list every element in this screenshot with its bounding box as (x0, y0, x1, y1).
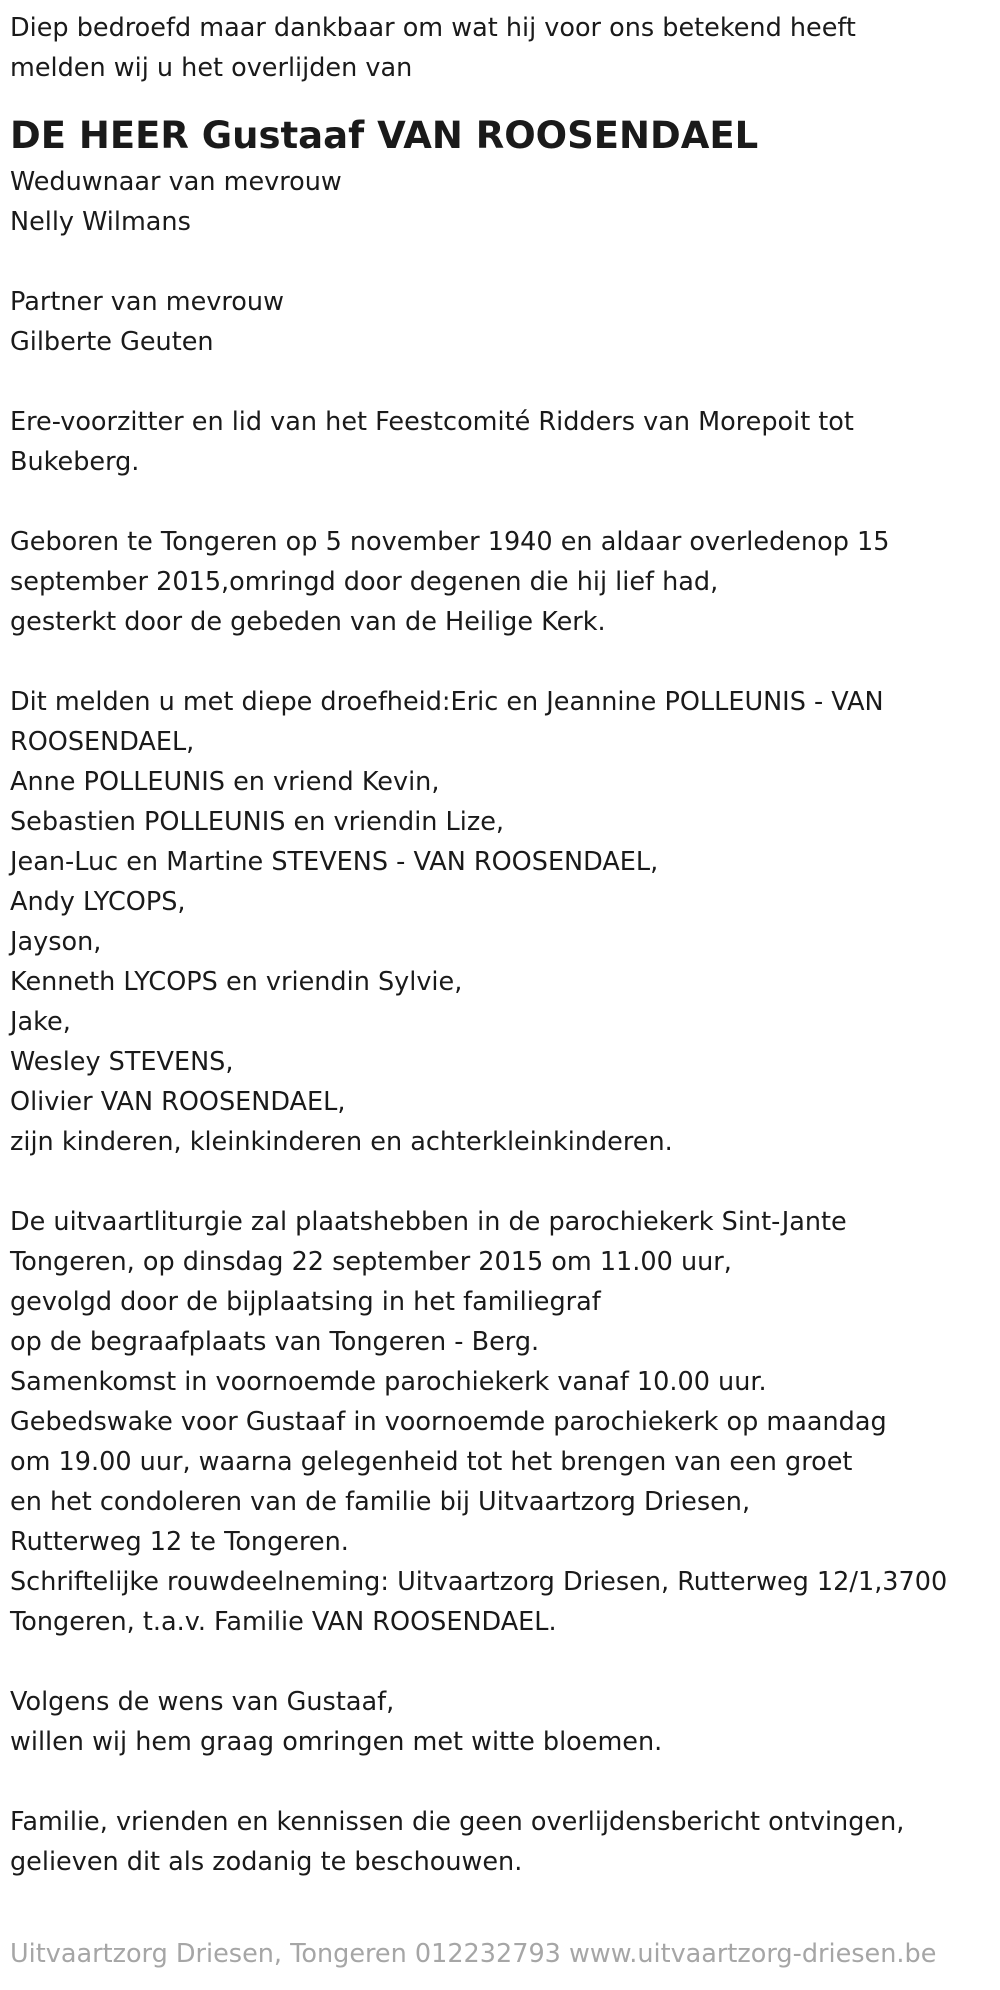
funeral-line: Gebedswake voor Gustaaf in voornoemde parochiekerk op maandag (10, 1407, 887, 1437)
notice-line: gelieven dit als zodanig te beschouwen. (10, 1847, 523, 1877)
family-line: Anne POLLEUNIS en vriend Kevin, (10, 767, 440, 797)
notice-block (10, 1802, 990, 1882)
funeral-line: Schriftelijke rouwdeelneming: Uitvaartzorg Driesen, Rutterweg 12/1,3700 (10, 1567, 948, 1597)
family-block (10, 682, 990, 1162)
birth-line: september 2015,omringd door degenen die hij lief had, (10, 567, 719, 597)
wish-block (10, 1682, 990, 1762)
widower-line: Nelly Wilmans (10, 207, 191, 237)
wish-line: willen wij hem graag omringen met witte bloemen. (10, 1727, 663, 1757)
family-line: zijn kinderen, kleinkinderen en achterkleinkinderen. (10, 1127, 673, 1157)
family-line: Jean-Luc en Martine STEVENS - VAN ROOSENDAEL, (10, 847, 659, 877)
funeral-line: gevolgd door de bijplaatsing in het familiegraf (10, 1287, 601, 1317)
partner-line: Partner van mevrouw (10, 287, 284, 317)
funeral-line: Rutterweg 12 te Tongeren. (10, 1527, 349, 1557)
funeral-line: op de begraafplaats van Tongeren - Berg. (10, 1327, 540, 1357)
honor-line: Bukeberg. (10, 447, 140, 477)
funeral-line: Samenkomst in voornoemde parochiekerk vanaf 10.00 uur. (10, 1367, 767, 1397)
family-line: Jake, (10, 1007, 71, 1037)
family-line: Kenneth LYCOPS en vriendin Sylvie, (10, 967, 463, 997)
funeral-line: en het condoleren van de familie bij Uitvaartzorg Driesen, (10, 1487, 751, 1517)
notice-line: Familie, vrienden en kennissen die geen overlijdensbericht ontvingen, (10, 1807, 905, 1837)
intro-line: melden wij u het overlijden van (10, 53, 413, 83)
family-line: Sebastien POLLEUNIS en vriendin Lize, (10, 807, 505, 837)
funeral-block (10, 1202, 990, 1642)
deceased-name: DE HEER Gustaaf VAN ROOSENDAEL (10, 114, 759, 157)
partner-line: Gilberte Geuten (10, 327, 214, 357)
widower-line: Weduwnaar van mevrouw (10, 167, 342, 197)
funeral-home-footer: Uitvaartzorg Driesen, Tongeren 012232793 www.uitvaartzorg-driesen.be (10, 1939, 937, 1969)
family-line: Wesley STEVENS, (10, 1047, 234, 1077)
funeral-line: De uitvaartliturgie zal plaatshebben in de parochiekerk Sint-Jante (10, 1207, 847, 1237)
intro-line: Diep bedroefd maar dankbaar om wat hij voor ons betekend heeft (10, 13, 856, 43)
wish-line: Volgens de wens van Gustaaf, (10, 1687, 395, 1717)
birth-line: Geboren te Tongeren op 5 november 1940 en aldaar overledenop 15 (10, 527, 890, 557)
intro-block (10, 8, 990, 88)
family-line: Andy LYCOPS, (10, 887, 186, 917)
family-line: Olivier VAN ROOSENDAEL, (10, 1087, 346, 1117)
funeral-line: om 19.00 uur, waarna gelegenheid tot het brengen van een groet (10, 1447, 853, 1477)
partner-block (10, 282, 990, 362)
birth-line: gesterkt door de gebeden van de Heilige Kerk. (10, 607, 606, 637)
family-line: Dit melden u met diepe droefheid:Eric en Jeannine POLLEUNIS - VAN (10, 687, 884, 717)
widower-block (10, 162, 990, 242)
family-line: ROOSENDAEL, (10, 727, 195, 757)
honor-block (10, 402, 990, 482)
family-line: Jayson, (10, 927, 102, 957)
birth-block (10, 522, 990, 642)
honor-line: Ere-voorzitter en lid van het Feestcomité Ridders van Morepoit tot (10, 407, 854, 437)
funeral-line: Tongeren, op dinsdag 22 september 2015 om 11.00 uur, (10, 1247, 732, 1277)
funeral-line: Tongeren, t.a.v. Familie VAN ROOSENDAEL. (10, 1607, 557, 1637)
